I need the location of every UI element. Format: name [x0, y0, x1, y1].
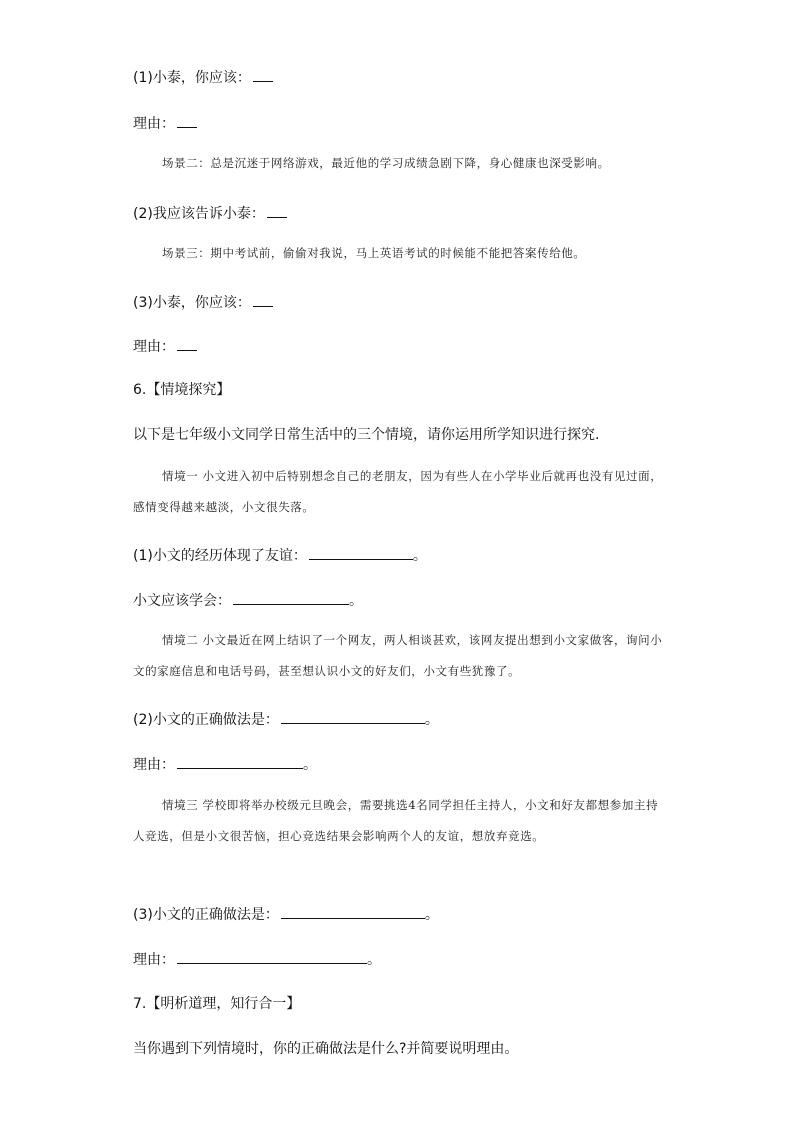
answer-blank[interactable]	[281, 709, 425, 724]
answer-blank[interactable]	[253, 292, 273, 307]
answer-blank[interactable]	[233, 590, 349, 605]
question-text: (1)小文的经历体现了友谊：	[133, 548, 307, 564]
question-text: (3)小文的正确做法是：	[133, 907, 279, 923]
scene-3-text: 场景三：期中考试前，偷偷对我说，马上英语考试的时候能不能把答案传给他。	[162, 246, 586, 260]
punctuation: 。	[424, 712, 439, 728]
question-text: 理由：	[133, 339, 175, 355]
section-6-heading: 6.【情境探究】	[133, 382, 231, 398]
question-text: (2)小文的正确做法是：	[133, 712, 279, 728]
answer-blank[interactable]	[177, 113, 197, 128]
answer-blank[interactable]	[281, 904, 425, 919]
section-6-intro: 以下是七年级小文同学日常生活中的三个情境，请你运用所学知识进行探究.	[133, 427, 600, 443]
question-5-1-reason	[133, 113, 197, 134]
answer-blank[interactable]	[177, 754, 303, 769]
question-text: 理由：	[133, 116, 175, 132]
question-text: (3)小泰，你应该：	[133, 295, 251, 311]
situation-3-text: 情境三 学校即将举办校级元旦晚会，需要挑选4名同学担任主持人，小文和好友都想参加主持人竞选，但是小文很苦恼，担心竞选结果会影响两个人的友谊，想放弃竞选。	[133, 798, 659, 843]
scene-2-text: 场景二：总是沉迷于网络游戏，最近他的学习成绩急剧下降，身心健康也深受影响。	[162, 156, 610, 170]
question-text: (1)小泰，你应该：	[133, 70, 251, 86]
question-text: 理由：	[133, 952, 175, 968]
question-text: 小文应该学会：	[133, 593, 231, 609]
question-6-2-reason	[133, 754, 317, 775]
answer-blank[interactable]	[309, 545, 413, 560]
answer-blank[interactable]	[253, 67, 273, 82]
question-6-3-reason	[133, 949, 381, 970]
punctuation: 。	[303, 757, 317, 773]
question-6-1-learn	[133, 590, 363, 611]
question-5-1	[133, 67, 273, 88]
situation-2-text: 情境二 小文最近在网上结识了一个网友，两人相谈甚欢，该网友提出想到小文家做客，询问小文的家庭信息和电话号码，甚至想认识小文的好友们，小文有些犹豫了。	[133, 633, 663, 678]
section-7-heading: 7.【明析道理，知行合一】	[133, 996, 301, 1012]
answer-blank[interactable]	[177, 949, 367, 964]
answer-blank[interactable]	[177, 336, 197, 351]
punctuation: 。	[424, 907, 439, 923]
section-7-intro: 当你遇到下列情境时，你的正确做法是什么?并简要说明理由。	[133, 1041, 519, 1057]
question-text: 理由：	[133, 757, 175, 773]
situation-1-text: 情境一 小文进入初中后特别想念自己的老朋友，因为有些人在小学毕业后就再也没有见过面，感情变得越来越淡，小文很失落。	[133, 469, 663, 514]
answer-blank[interactable]	[267, 203, 287, 218]
question-5-3	[133, 292, 273, 313]
punctuation: 。	[412, 548, 427, 564]
question-text: (2)我应该告诉小泰：	[133, 206, 265, 222]
punctuation: 。	[367, 952, 381, 968]
question-5-2	[133, 203, 287, 224]
question-6-2	[133, 709, 439, 730]
question-6-3	[133, 904, 439, 925]
punctuation: 。	[349, 593, 363, 609]
question-5-3-reason	[133, 336, 197, 357]
question-6-1	[133, 545, 427, 566]
